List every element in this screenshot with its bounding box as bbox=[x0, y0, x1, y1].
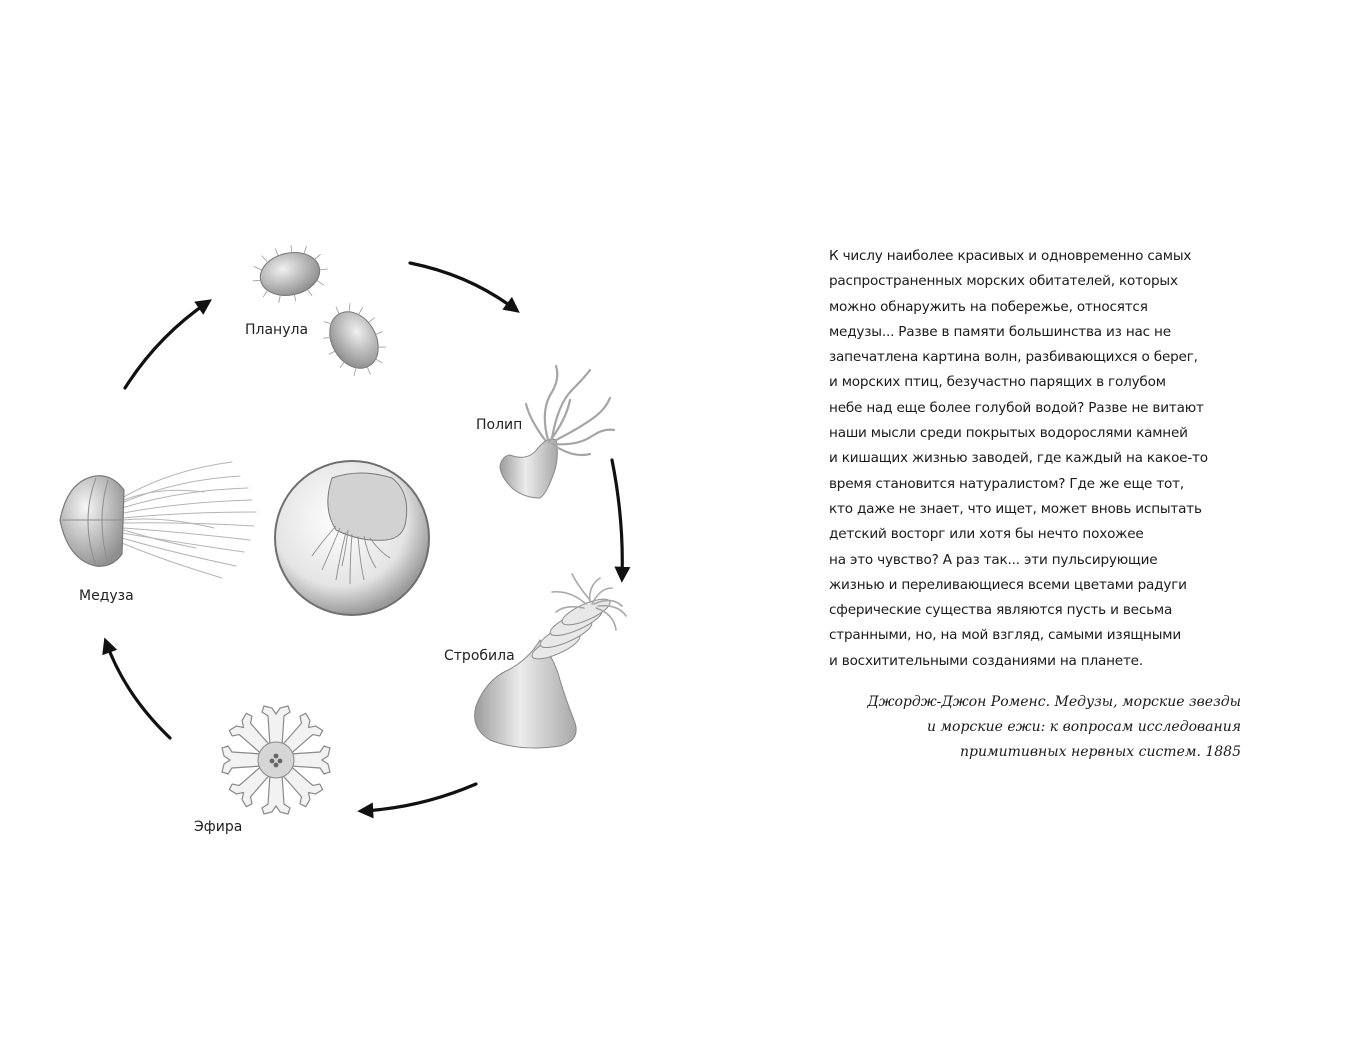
stage-label-strobila: Стробила bbox=[444, 648, 515, 664]
arrow-planula-to-polyp bbox=[410, 263, 516, 310]
paragraph-line: можно обнаружить на побережье, относятся bbox=[829, 298, 1148, 315]
paragraph-line: запечатлена картина волн, разбивающихся о берег, bbox=[829, 349, 1198, 366]
ephyra-illustration bbox=[222, 706, 330, 814]
paragraph-line: жизнью и переливающиеся всеми цветами радуги bbox=[829, 576, 1187, 593]
quote-citation bbox=[829, 690, 1241, 765]
citation-line: примитивных нервных систем. 1885 bbox=[959, 744, 1241, 760]
stage-label-ephyra: Эфира bbox=[194, 819, 243, 835]
paragraph-line: детский восторг или хотя бы нечто похожее bbox=[829, 526, 1144, 543]
paragraph-line: и морских птиц, безучастно парящих в голубом bbox=[829, 374, 1166, 391]
paragraph-line: сферические существа являются пусть и весьма bbox=[829, 602, 1173, 619]
paragraph-line: кто даже не знает, что ищет, может вновь испытать bbox=[829, 500, 1202, 517]
paragraph-line: и восхитительными созданиями на планете. bbox=[829, 652, 1143, 669]
paragraph-line: небе над еще более голубой водой? Разве не витают bbox=[829, 399, 1204, 416]
arrow-polyp-to-strobila bbox=[612, 460, 622, 578]
stage-label-planula: Планула bbox=[245, 322, 309, 338]
stage-label-medusa: Медуза bbox=[79, 588, 134, 604]
planula-illustration bbox=[247, 239, 398, 388]
stage-label-polyp: Полип bbox=[476, 417, 523, 433]
arrow-strobila-to-ephyra bbox=[362, 784, 476, 811]
quote-paragraph bbox=[829, 244, 1259, 674]
paragraph-line: и кишащих жизнью заводей, где каждый на какое-то bbox=[829, 450, 1208, 467]
medusa-illustration bbox=[60, 462, 256, 578]
central-sphere-illustration bbox=[275, 461, 429, 615]
paragraph-line: странными, но, на мой взгляд, самыми изящными bbox=[829, 627, 1181, 644]
paragraph-line: время становится натуралистом? Где же еще тот, bbox=[829, 475, 1185, 492]
paragraph-line: К числу наиболее красивых и одновременно самых bbox=[829, 248, 1192, 264]
paragraph-line: медузы... Разве в памяти большинства из нас не bbox=[829, 323, 1171, 340]
citation-line: Джордж-Джон Роменс. Медузы, морские звезды bbox=[867, 694, 1241, 710]
arrow-medusa-to-planula bbox=[125, 302, 208, 388]
paragraph-line: распространенных морских обитателей, которых bbox=[829, 273, 1178, 290]
citation-line: и морские ежи: к вопросам исследования bbox=[926, 719, 1241, 735]
paragraph-line: на это чувство? А раз так... эти пульсирующие bbox=[829, 551, 1158, 568]
paragraph-line: наши мысли среди покрытых водорослями камней bbox=[829, 425, 1188, 442]
arrow-ephyra-to-medusa bbox=[106, 642, 170, 738]
